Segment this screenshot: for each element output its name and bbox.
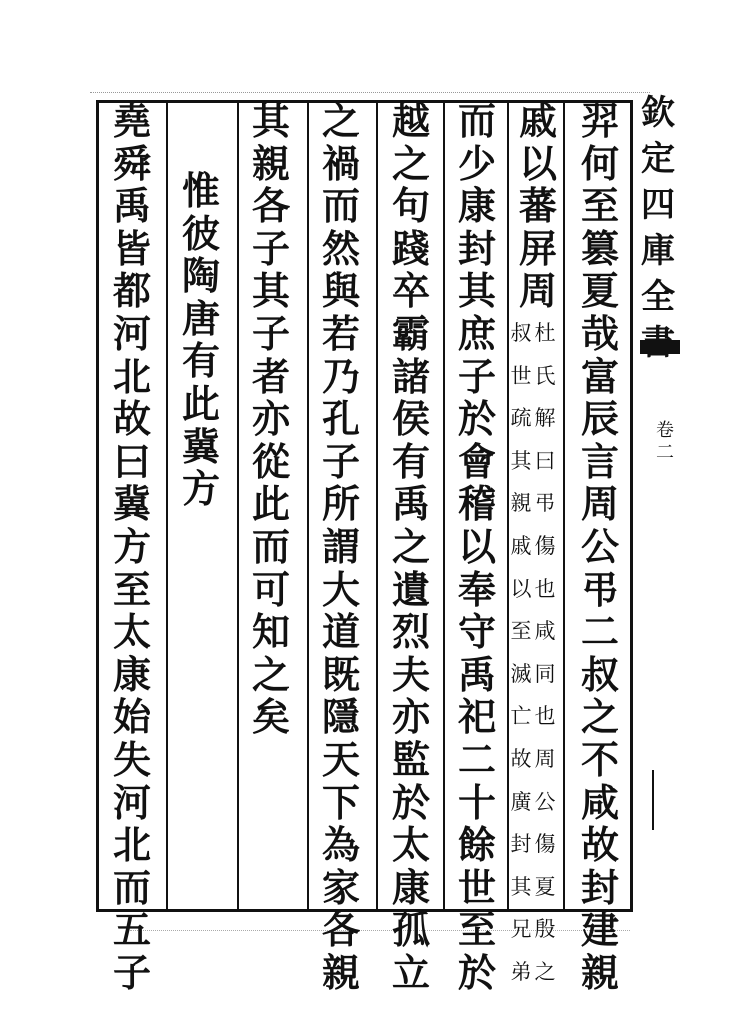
commentary-character: 周 — [534, 746, 556, 771]
character: 家 — [321, 864, 360, 910]
character: 其 — [251, 98, 290, 143]
character: 侯 — [391, 396, 430, 442]
commentary-character: 同 — [534, 661, 556, 686]
character: 冀 — [181, 423, 220, 469]
character: 子 — [457, 353, 496, 399]
character: 乃 — [321, 353, 360, 399]
character: 周 — [580, 481, 619, 527]
character: 封 — [580, 864, 619, 910]
character: 諸 — [391, 353, 430, 399]
commentary-character: 之 — [534, 959, 556, 984]
character: 此 — [251, 481, 290, 527]
character: 堯 — [112, 98, 151, 143]
character: 而 — [321, 183, 360, 229]
character: 其 — [251, 268, 290, 314]
character: 陶 — [181, 253, 220, 299]
commentary-character: 曰 — [534, 448, 556, 473]
commentary-character: 咸 — [534, 619, 556, 644]
character: 卒 — [391, 268, 430, 314]
character: 失 — [112, 736, 151, 782]
character: 祀 — [457, 694, 496, 740]
character: 而 — [457, 98, 496, 143]
character: 周 — [518, 268, 557, 314]
commentary-character: 其 — [510, 874, 532, 899]
commentary-character: 廣 — [510, 789, 532, 814]
commentary-character: 也 — [534, 704, 556, 729]
commentary-left — [510, 312, 532, 994]
commentary-character: 戚 — [510, 533, 532, 558]
character: 守 — [457, 609, 496, 655]
character: 彼 — [181, 210, 220, 256]
character: 道 — [321, 609, 360, 655]
margin-character: 二 — [656, 442, 674, 463]
character: 哉 — [580, 310, 619, 356]
column-rule — [237, 100, 239, 912]
character: 蕃 — [518, 183, 557, 229]
character: 之 — [580, 694, 619, 740]
character: 霸 — [391, 310, 430, 356]
commentary-character: 世 — [510, 363, 532, 388]
character: 太 — [112, 609, 151, 655]
character: 咸 — [580, 779, 619, 825]
text-column-6 — [246, 100, 296, 912]
commentary-character: 兄 — [510, 917, 532, 942]
margin-character: 全 — [641, 277, 675, 317]
character: 故 — [580, 822, 619, 868]
character: 庶 — [457, 310, 496, 356]
character: 以 — [457, 523, 496, 569]
character: 五 — [112, 907, 151, 953]
commentary-character: 弟 — [510, 959, 532, 984]
character: 遺 — [391, 566, 430, 612]
book-title-margin — [640, 90, 676, 366]
character: 河 — [112, 310, 151, 356]
character: 踐 — [391, 225, 430, 271]
character: 康 — [457, 183, 496, 229]
character: 至 — [457, 907, 496, 953]
character: 皆 — [112, 225, 151, 271]
character: 句 — [391, 183, 430, 229]
character: 禹 — [391, 481, 430, 527]
character: 十 — [457, 779, 496, 825]
column-rule — [507, 100, 509, 912]
character: 者 — [251, 353, 290, 399]
commentary-character: 氏 — [534, 363, 556, 388]
commentary-character: 傷 — [534, 533, 556, 558]
commentary-character: 疏 — [510, 406, 532, 431]
character: 親 — [580, 949, 619, 995]
margin-character: 四 — [641, 185, 675, 225]
character: 子 — [112, 949, 151, 995]
character: 始 — [112, 694, 151, 740]
character: 然 — [321, 225, 360, 271]
character: 稽 — [457, 481, 496, 527]
commentary-character: 其 — [510, 448, 532, 473]
character: 北 — [112, 353, 151, 399]
character: 親 — [321, 949, 360, 995]
character: 二 — [580, 609, 619, 655]
character: 北 — [112, 822, 151, 868]
margin-tick — [652, 770, 654, 830]
character: 有 — [181, 338, 220, 384]
character: 孤 — [391, 907, 430, 953]
character: 謂 — [321, 523, 360, 569]
character: 方 — [112, 523, 151, 569]
character: 不 — [580, 736, 619, 782]
character: 富 — [580, 353, 619, 399]
commentary-character: 殷 — [534, 917, 556, 942]
character: 少 — [457, 140, 496, 186]
commentary-character: 亡 — [510, 704, 532, 729]
character: 會 — [457, 438, 496, 484]
character: 而 — [112, 864, 151, 910]
commentary-character: 封 — [510, 832, 532, 857]
margin-character: 庫 — [641, 231, 675, 271]
margin-character: 欽 — [641, 93, 675, 133]
commentary-character: 以 — [510, 576, 532, 601]
character: 太 — [391, 822, 430, 868]
character: 故 — [112, 396, 151, 442]
character: 建 — [580, 907, 619, 953]
character: 所 — [321, 481, 360, 527]
column-rule — [307, 100, 309, 912]
character: 至 — [580, 183, 619, 229]
character: 辰 — [580, 396, 619, 442]
juan-label — [650, 420, 680, 464]
character: 言 — [580, 438, 619, 484]
character: 立 — [391, 949, 430, 995]
character: 至 — [112, 566, 151, 612]
character: 於 — [457, 396, 496, 442]
column-rule — [443, 100, 445, 912]
commentary-character: 弔 — [534, 491, 556, 516]
character: 康 — [391, 864, 430, 910]
character: 曰 — [112, 438, 151, 484]
character: 之 — [321, 98, 360, 143]
character: 屏 — [518, 225, 557, 271]
character: 此 — [181, 380, 220, 426]
column-rule — [376, 100, 378, 912]
commentary-character: 公 — [534, 789, 556, 814]
character: 二 — [457, 736, 496, 782]
character: 既 — [321, 651, 360, 697]
margin-character: 卷 — [656, 420, 674, 441]
character: 都 — [112, 268, 151, 314]
character: 其 — [457, 268, 496, 314]
character: 夫 — [391, 651, 430, 697]
column-rule — [563, 100, 565, 912]
character: 於 — [457, 949, 496, 995]
character: 子 — [251, 225, 290, 271]
character: 餘 — [457, 822, 496, 868]
character: 隱 — [321, 694, 360, 740]
character: 亦 — [391, 694, 430, 740]
text-column-5 — [316, 98, 366, 995]
text-column-1 — [575, 98, 625, 995]
character: 親 — [251, 140, 290, 186]
text-column-8 — [104, 98, 160, 995]
character: 孔 — [321, 396, 360, 442]
commentary-character: 解 — [534, 406, 556, 431]
character: 夏 — [580, 268, 619, 314]
commentary-character: 故 — [510, 746, 532, 771]
character: 之 — [251, 651, 290, 697]
commentary-character: 夏 — [534, 874, 556, 899]
character: 何 — [580, 140, 619, 186]
character: 公 — [580, 523, 619, 569]
character: 封 — [457, 225, 496, 271]
character: 為 — [321, 822, 360, 868]
fishtail-mark — [640, 340, 680, 354]
character: 監 — [391, 736, 430, 782]
character: 越 — [391, 98, 430, 143]
character: 禹 — [457, 651, 496, 697]
character: 各 — [321, 907, 360, 953]
character: 叔 — [580, 651, 619, 697]
character: 羿 — [580, 98, 619, 143]
commentary-character: 也 — [534, 576, 556, 601]
character: 有 — [391, 438, 430, 484]
commentary-character: 至 — [510, 619, 532, 644]
character: 冀 — [112, 481, 151, 527]
character: 烈 — [391, 609, 430, 655]
character: 可 — [251, 566, 290, 612]
character: 知 — [251, 609, 290, 655]
character: 惟 — [181, 168, 220, 213]
character: 矣 — [251, 694, 290, 740]
commentary-character: 杜 — [534, 321, 556, 345]
commentary-character: 親 — [510, 491, 532, 516]
character: 戚 — [518, 98, 557, 143]
character: 唐 — [181, 295, 220, 341]
character: 弔 — [580, 566, 619, 612]
page-top-edge — [90, 92, 650, 94]
character: 亦 — [251, 396, 290, 442]
character: 大 — [321, 566, 360, 612]
character: 康 — [112, 651, 151, 697]
character: 河 — [112, 779, 151, 825]
margin-character: 定 — [641, 139, 675, 179]
character: 之 — [391, 523, 430, 569]
commentary-character: 傷 — [534, 832, 556, 857]
character: 若 — [321, 310, 360, 356]
character: 舜 — [112, 140, 151, 186]
character: 禍 — [321, 140, 360, 186]
text-column-3 — [452, 98, 502, 995]
character: 下 — [321, 779, 360, 825]
text-column-4 — [386, 98, 436, 995]
commentary-right — [534, 312, 556, 994]
character: 奉 — [457, 566, 496, 612]
character: 各 — [251, 183, 290, 229]
column-rule — [166, 100, 168, 912]
character: 與 — [321, 268, 360, 314]
character: 而 — [251, 523, 290, 569]
text-column-7 — [176, 100, 226, 982]
commentary-character: 叔 — [510, 321, 532, 345]
character: 以 — [518, 140, 557, 186]
character: 禹 — [112, 183, 151, 229]
character: 世 — [457, 864, 496, 910]
commentary-character: 滅 — [510, 661, 532, 686]
character: 方 — [181, 466, 220, 512]
character: 篡 — [580, 225, 619, 271]
character: 子 — [321, 438, 360, 484]
character: 從 — [251, 438, 290, 484]
character: 之 — [391, 140, 430, 186]
character: 子 — [251, 310, 290, 356]
character: 於 — [391, 779, 430, 825]
character: 天 — [321, 736, 360, 782]
